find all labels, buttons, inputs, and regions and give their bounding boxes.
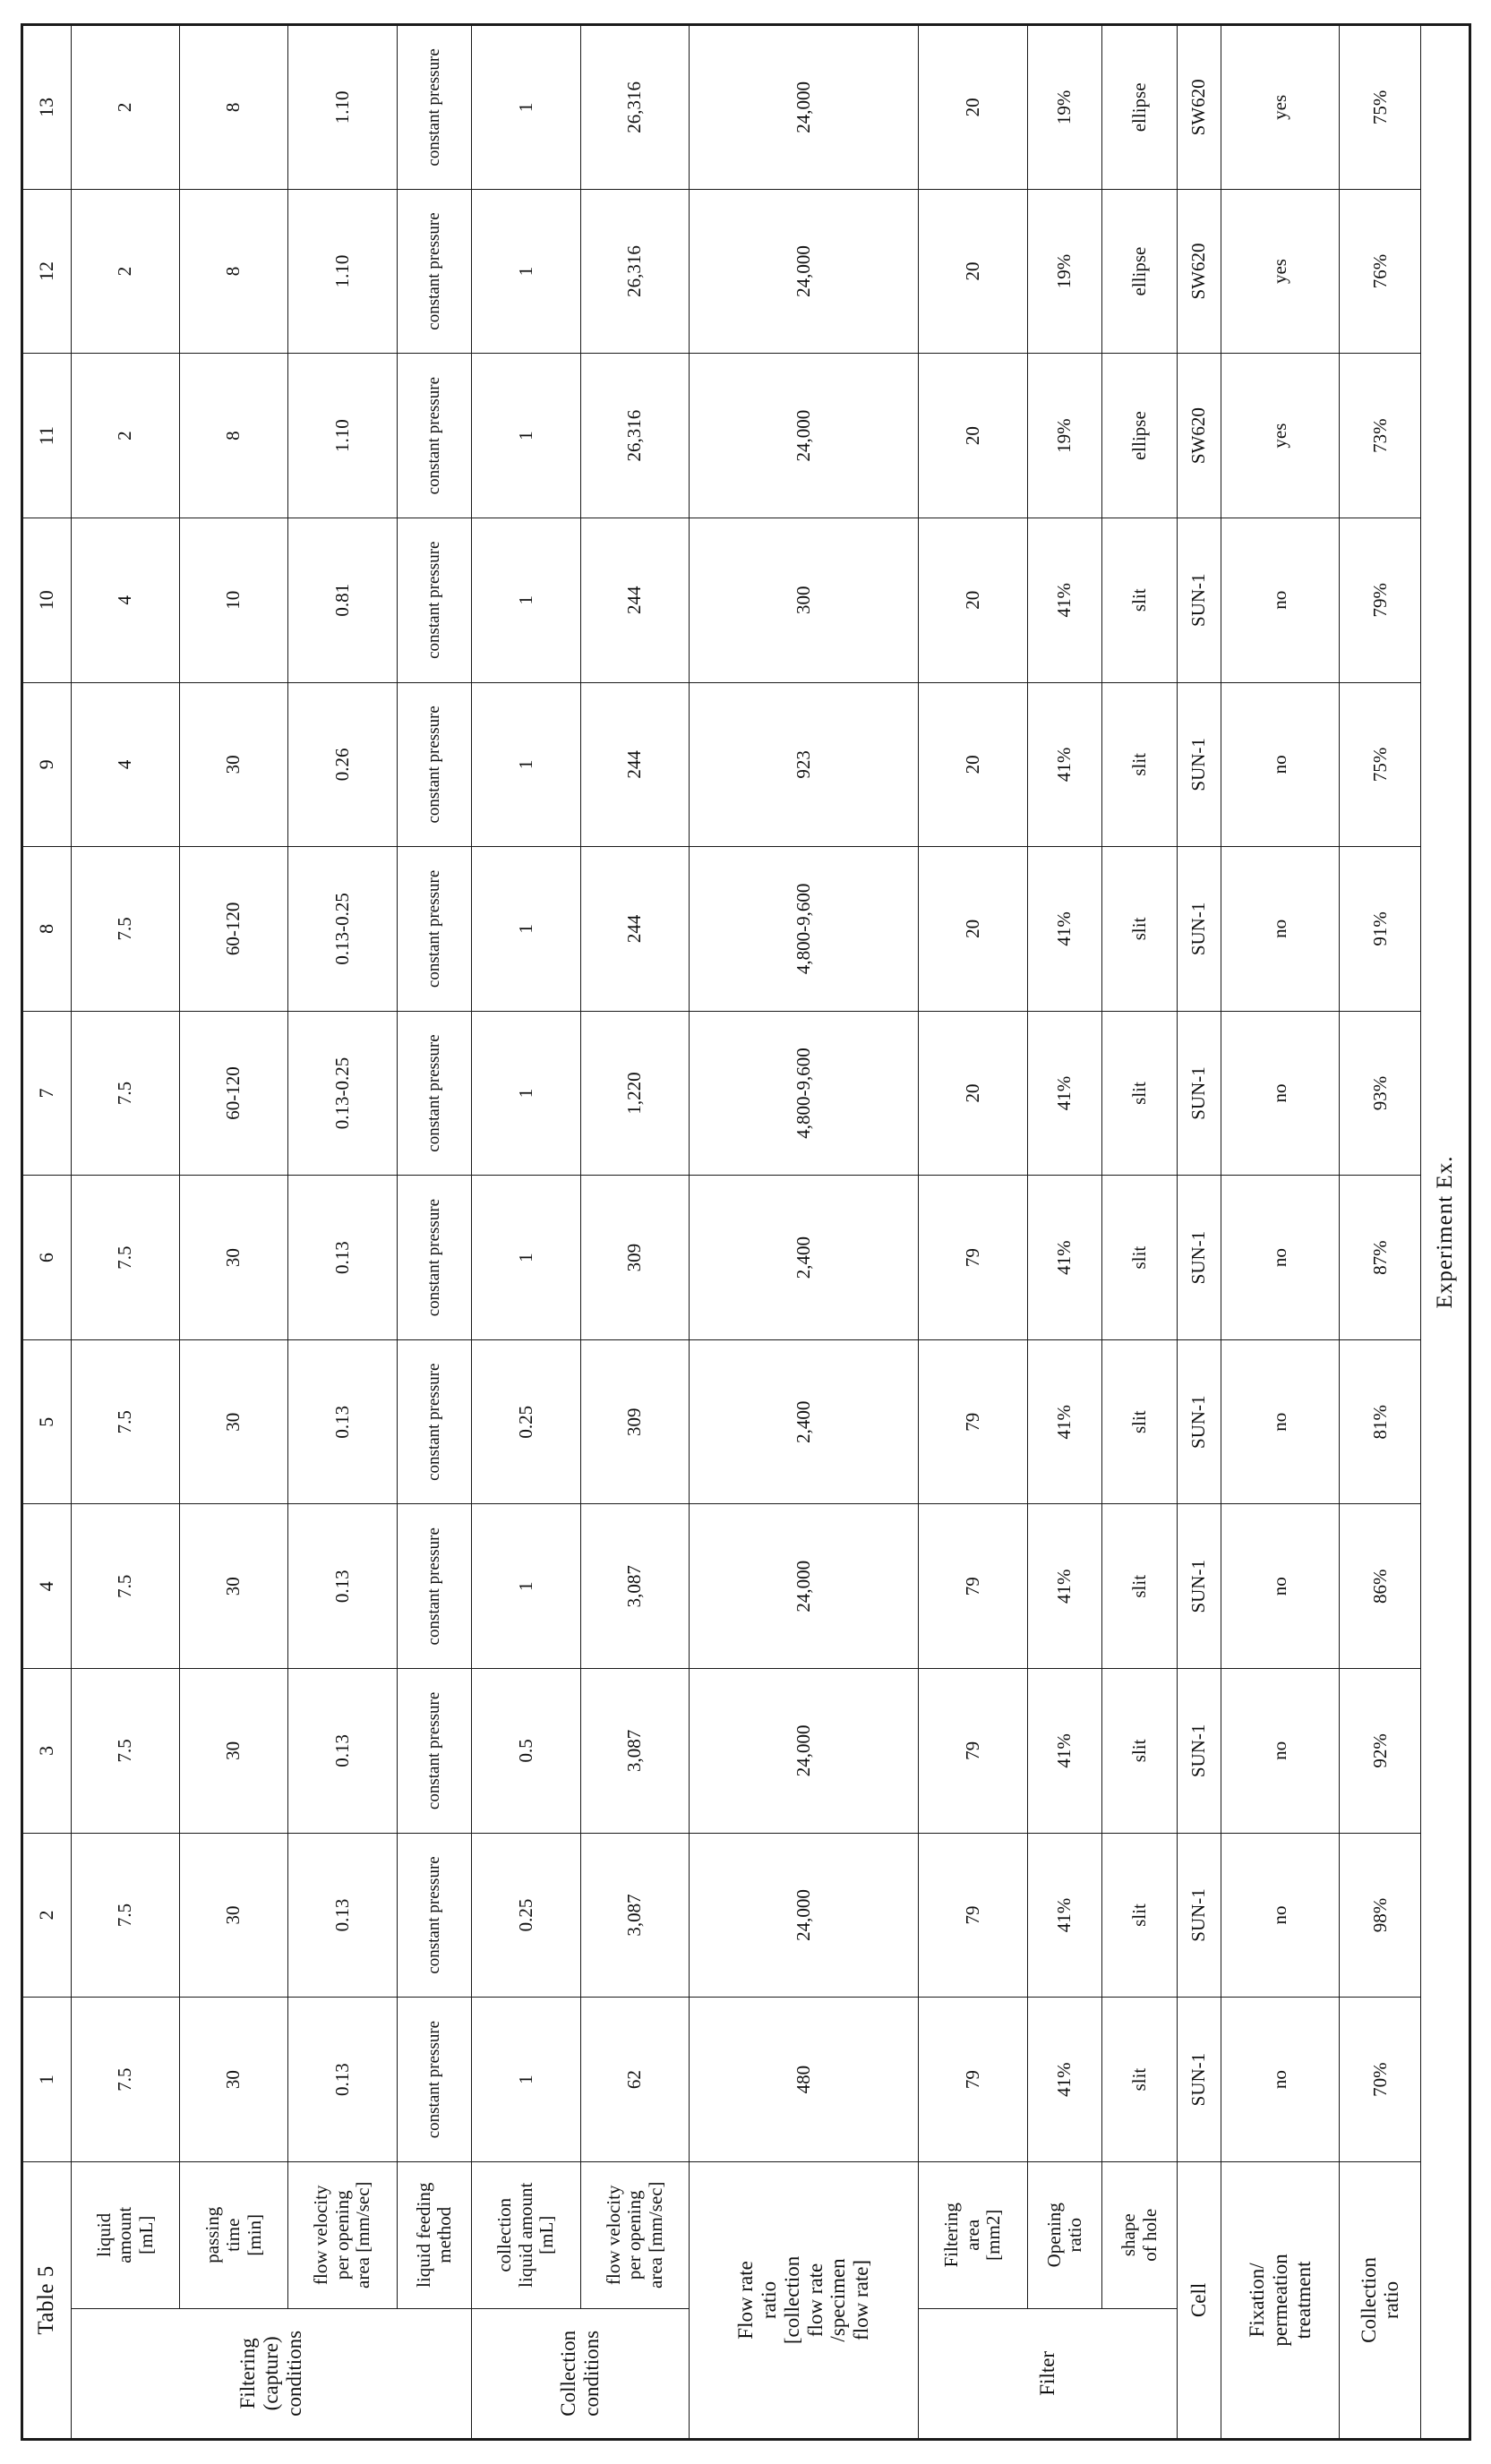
cell-fixation_permeation_treatment-row-13: yes [1221, 25, 1339, 190]
cell-cell-row-10: SUN-1 [1177, 518, 1221, 682]
cell-collection_liquid_amount-row-11: 1 [471, 354, 579, 518]
cell-flow_rate_ratio-row-7: 4,800-9,600 [689, 1011, 918, 1176]
cell-filtering_flow_velocity-row-6: 0.13 [287, 1176, 396, 1340]
cell-fixation_permeation_treatment-row-9: no [1221, 682, 1339, 847]
cell-filtering_flow_velocity-row-1: 0.13 [287, 1998, 396, 2162]
cell-opening_ratio-row-3: 41% [1027, 1669, 1102, 1834]
cell-collection_ratio-row-8: 91% [1339, 847, 1420, 1012]
cell-fixation_permeation_treatment-row-6: no [1221, 1176, 1339, 1340]
cell-passing_time-row-3: 30 [179, 1669, 287, 1834]
table-row [918, 25, 1026, 2440]
cell-flow_rate_ratio-row-9: 923 [689, 682, 918, 847]
cell-cell-row-7: SUN-1 [1177, 1011, 1221, 1176]
cell-liquid_amount-row-4: 7.5 [71, 1504, 179, 1669]
cell-collection_flow_velocity-row-5: 309 [580, 1339, 689, 1504]
cell-collection_liquid_amount-row-10: 1 [471, 518, 579, 682]
cell-opening_ratio-row-6: 41% [1027, 1176, 1102, 1340]
group-header-fix: Fixation/ permeation treatment [1221, 2161, 1339, 2439]
cell-filtering_area-row-7: 20 [918, 1011, 1026, 1176]
cell-filtering_flow_velocity-row-9: 0.26 [287, 682, 396, 847]
column-header-collection_liquid_amount: collection liquid amount [mL] [471, 2161, 579, 2308]
cell-opening_ratio-row-7: 41% [1027, 1011, 1102, 1176]
cell-shape_of_hole-row-4: slit [1101, 1504, 1177, 1669]
cell-collection_ratio-row-9: 75% [1339, 682, 1420, 847]
cell-flow_rate_ratio-row-11: 24,000 [689, 354, 918, 518]
cell-filtering_flow_velocity-row-11: 1.10 [287, 354, 396, 518]
cell-no-row-7: 7 [21, 1011, 71, 1176]
cell-filtering_area-row-2: 79 [918, 1833, 1026, 1998]
cell-flow_rate_ratio-row-12: 24,000 [689, 189, 918, 354]
cell-cell-row-5: SUN-1 [1177, 1339, 1221, 1504]
cell-liquid_amount-row-12: 2 [71, 189, 179, 354]
cell-liquid_feeding_method-row-4: constant pressure [397, 1504, 472, 1669]
cell-cell-row-1: SUN-1 [1177, 1998, 1221, 2162]
cell-liquid_feeding_method-row-9: constant pressure [397, 682, 472, 847]
cell-collection_flow_velocity-row-3: 3,087 [580, 1669, 689, 1834]
column-header-filtering_area: Filtering area [mm2] [918, 2161, 1026, 2308]
cell-no-row-1: 1 [21, 1998, 71, 2162]
cell-shape_of_hole-row-2: slit [1101, 1833, 1177, 1998]
cell-passing_time-row-2: 30 [179, 1833, 287, 1998]
column-header-shape_of_hole: shape of hole [1101, 2161, 1177, 2308]
cell-filtering_flow_velocity-row-13: 1.10 [287, 25, 396, 190]
cell-collection_liquid_amount-row-3: 0.5 [471, 1669, 579, 1834]
cell-collection_ratio-row-7: 93% [1339, 1011, 1420, 1176]
cell-filtering_area-row-8: 20 [918, 847, 1026, 1012]
cell-liquid_feeding_method-row-2: constant pressure [397, 1833, 472, 1998]
cell-filtering_area-row-6: 79 [918, 1176, 1026, 1340]
cell-liquid_feeding_method-row-7: constant pressure [397, 1011, 472, 1176]
cell-liquid_amount-row-5: 7.5 [71, 1339, 179, 1504]
cell-opening_ratio-row-10: 41% [1027, 518, 1102, 682]
cell-collection_ratio-row-1: 70% [1339, 1998, 1420, 2162]
cell-collection_ratio-row-4: 86% [1339, 1504, 1420, 1669]
group-header-flowratio: Flow rate ratio [collection flow rate /specimen flow rate] [689, 2161, 918, 2439]
cell-opening_ratio-row-13: 19% [1027, 25, 1102, 190]
cell-liquid_feeding_method-row-6: constant pressure [397, 1176, 472, 1340]
cell-fixation_permeation_treatment-row-11: yes [1221, 354, 1339, 518]
group-header-filter: Filter [918, 2308, 1177, 2439]
cell-liquid_amount-row-1: 7.5 [71, 1998, 179, 2162]
table-row [21, 25, 71, 2440]
cell-collection_liquid_amount-row-1: 1 [471, 1998, 579, 2162]
cell-liquid_amount-row-13: 2 [71, 25, 179, 190]
cell-cell-row-9: SUN-1 [1177, 682, 1221, 847]
cell-collection_flow_velocity-row-1: 62 [580, 1998, 689, 2162]
cell-filtering_area-row-10: 20 [918, 518, 1026, 682]
cell-cell-row-11: SW620 [1177, 354, 1221, 518]
cell-shape_of_hole-row-8: slit [1101, 847, 1177, 1012]
column-header-collection_flow_velocity: flow velocity per opening area [mm/sec] [580, 2161, 689, 2308]
table-row [471, 25, 579, 2440]
cell-fixation_permeation_treatment-row-7: no [1221, 1011, 1339, 1176]
cell-liquid_amount-row-6: 7.5 [71, 1176, 179, 1340]
cell-filtering_area-row-12: 20 [918, 189, 1026, 354]
cell-no-row-12: 12 [21, 189, 71, 354]
cell-collection_ratio-row-3: 92% [1339, 1669, 1420, 1834]
cell-shape_of_hole-row-6: slit [1101, 1176, 1177, 1340]
cell-collection_flow_velocity-row-10: 244 [580, 518, 689, 682]
table-row [1177, 25, 1221, 2440]
cell-passing_time-row-7: 60-120 [179, 1011, 287, 1176]
cell-collection_liquid_amount-row-8: 1 [471, 847, 579, 1012]
cell-collection_ratio-row-5: 81% [1339, 1339, 1420, 1504]
cell-filtering_area-row-9: 20 [918, 682, 1026, 847]
cell-filtering_area-row-4: 79 [918, 1504, 1026, 1669]
table-body [21, 25, 1470, 2440]
table-row [1221, 25, 1339, 2440]
table-row [287, 25, 396, 2440]
cell-liquid_amount-row-7: 7.5 [71, 1011, 179, 1176]
cell-fixation_permeation_treatment-row-4: no [1221, 1504, 1339, 1669]
cell-shape_of_hole-row-3: slit [1101, 1669, 1177, 1834]
cell-liquid_feeding_method-row-12: constant pressure [397, 189, 472, 354]
cell-opening_ratio-row-9: 41% [1027, 682, 1102, 847]
cell-cell-row-8: SUN-1 [1177, 847, 1221, 1012]
cell-flow_rate_ratio-row-4: 24,000 [689, 1504, 918, 1669]
cell-no-row-4: 4 [21, 1504, 71, 1669]
cell-fixation_permeation_treatment-row-10: no [1221, 518, 1339, 682]
cell-collection_flow_velocity-row-6: 309 [580, 1176, 689, 1340]
cell-shape_of_hole-row-13: ellipse [1101, 25, 1177, 190]
cell-no-row-10: 10 [21, 518, 71, 682]
cell-shape_of_hole-row-7: slit [1101, 1011, 1177, 1176]
cell-shape_of_hole-row-1: slit [1101, 1998, 1177, 2162]
cell-passing_time-row-5: 30 [179, 1339, 287, 1504]
cell-cell-row-12: SW620 [1177, 189, 1221, 354]
cell-filtering_flow_velocity-row-12: 1.10 [287, 189, 396, 354]
cell-opening_ratio-row-8: 41% [1027, 847, 1102, 1012]
cell-no-row-9: 9 [21, 682, 71, 847]
cell-opening_ratio-row-5: 41% [1027, 1339, 1102, 1504]
cell-filtering_flow_velocity-row-8: 0.13-0.25 [287, 847, 396, 1012]
cell-collection_ratio-row-10: 79% [1339, 518, 1420, 682]
cell-liquid_amount-row-3: 7.5 [71, 1669, 179, 1834]
rotated-table-wrapper [21, 23, 1471, 2441]
table-row [71, 25, 179, 2440]
cell-flow_rate_ratio-row-1: 480 [689, 1998, 918, 2162]
cell-shape_of_hole-row-12: ellipse [1101, 189, 1177, 354]
cell-filtering_area-row-11: 20 [918, 354, 1026, 518]
cell-passing_time-row-6: 30 [179, 1176, 287, 1340]
cell-collection_flow_velocity-row-2: 3,087 [580, 1833, 689, 1998]
cell-filtering_flow_velocity-row-10: 0.81 [287, 518, 396, 682]
cell-filtering_flow_velocity-row-7: 0.13-0.25 [287, 1011, 396, 1176]
cell-no-row-3: 3 [21, 1669, 71, 1834]
cell-opening_ratio-row-4: 41% [1027, 1504, 1102, 1669]
cell-liquid_amount-row-11: 2 [71, 354, 179, 518]
cell-collection_flow_velocity-row-11: 26,316 [580, 354, 689, 518]
cell-cell-row-3: SUN-1 [1177, 1669, 1221, 1834]
experiment-group-label: Experiment Ex. [1420, 25, 1470, 2440]
cell-passing_time-row-1: 30 [179, 1998, 287, 2162]
cell-liquid_feeding_method-row-13: constant pressure [397, 25, 472, 190]
column-header-liquid_amount: liquid amount [mL] [71, 2161, 179, 2308]
cell-collection_flow_velocity-row-8: 244 [580, 847, 689, 1012]
page-title: Table 5 [21, 2161, 71, 2439]
cell-cell-row-2: SUN-1 [1177, 1833, 1221, 1998]
cell-no-row-6: 6 [21, 1176, 71, 1340]
cell-shape_of_hole-row-9: slit [1101, 682, 1177, 847]
cell-liquid_feeding_method-row-1: constant pressure [397, 1998, 472, 2162]
cell-cell-row-4: SUN-1 [1177, 1504, 1221, 1669]
cell-filtering_flow_velocity-row-4: 0.13 [287, 1504, 396, 1669]
table-row [179, 25, 287, 2440]
cell-flow_rate_ratio-row-2: 24,000 [689, 1833, 918, 1998]
cell-passing_time-row-12: 8 [179, 189, 287, 354]
cell-liquid_amount-row-10: 4 [71, 518, 179, 682]
cell-no-row-5: 5 [21, 1339, 71, 1504]
cell-shape_of_hole-row-5: slit [1101, 1339, 1177, 1504]
cell-collection_ratio-row-12: 76% [1339, 189, 1420, 354]
group-header-collection: Collection conditions [471, 2308, 689, 2439]
cell-no-row-13: 13 [21, 25, 71, 190]
cell-fixation_permeation_treatment-row-5: no [1221, 1339, 1339, 1504]
cell-liquid_amount-row-9: 4 [71, 682, 179, 847]
cell-collection_flow_velocity-row-13: 26,316 [580, 25, 689, 190]
cell-passing_time-row-10: 10 [179, 518, 287, 682]
column-header-liquid_feeding_method: liquid feeding method [397, 2161, 472, 2308]
cell-filtering_area-row-3: 79 [918, 1669, 1026, 1834]
cell-passing_time-row-9: 30 [179, 682, 287, 847]
cell-flow_rate_ratio-row-13: 24,000 [689, 25, 918, 190]
experiment-results-table [21, 23, 1471, 2441]
cell-collection_flow_velocity-row-7: 1,220 [580, 1011, 689, 1176]
cell-collection_liquid_amount-row-13: 1 [471, 25, 579, 190]
column-header-filtering_flow_velocity: flow velocity per opening area [mm/sec] [287, 2161, 396, 2308]
cell-collection_liquid_amount-row-4: 1 [471, 1504, 579, 1669]
cell-liquid_amount-row-2: 7.5 [71, 1833, 179, 1998]
cell-collection_ratio-row-11: 73% [1339, 354, 1420, 518]
cell-passing_time-row-4: 30 [179, 1504, 287, 1669]
cell-fixation_permeation_treatment-row-8: no [1221, 847, 1339, 1012]
cell-filtering_flow_velocity-row-3: 0.13 [287, 1669, 396, 1834]
cell-collection_flow_velocity-row-4: 3,087 [580, 1504, 689, 1669]
cell-fixation_permeation_treatment-row-2: no [1221, 1833, 1339, 1998]
cell-opening_ratio-row-2: 41% [1027, 1833, 1102, 1998]
cell-collection_ratio-row-2: 98% [1339, 1833, 1420, 1998]
group-header-cell: Cell [1177, 2161, 1221, 2439]
table-row [1027, 25, 1102, 2440]
table-row [1339, 25, 1420, 2440]
cell-flow_rate_ratio-row-5: 2,400 [689, 1339, 918, 1504]
table-row [1101, 25, 1177, 2440]
cell-filtering_area-row-5: 79 [918, 1339, 1026, 1504]
cell-passing_time-row-8: 60-120 [179, 847, 287, 1012]
cell-passing_time-row-13: 8 [179, 25, 287, 190]
cell-fixation_permeation_treatment-row-3: no [1221, 1669, 1339, 1834]
cell-fixation_permeation_treatment-row-1: no [1221, 1998, 1339, 2162]
column-header-passing_time: passing time [min] [179, 2161, 287, 2308]
cell-liquid_amount-row-8: 7.5 [71, 847, 179, 1012]
cell-passing_time-row-11: 8 [179, 354, 287, 518]
cell-flow_rate_ratio-row-3: 24,000 [689, 1669, 918, 1834]
cell-collection_flow_velocity-row-9: 244 [580, 682, 689, 847]
cell-no-row-8: 8 [21, 847, 71, 1012]
group-header-collratio: Collection ratio [1339, 2161, 1420, 2439]
cell-liquid_feeding_method-row-11: constant pressure [397, 354, 472, 518]
cell-filtering_flow_velocity-row-2: 0.13 [287, 1833, 396, 1998]
cell-opening_ratio-row-12: 19% [1027, 189, 1102, 354]
cell-collection_liquid_amount-row-12: 1 [471, 189, 579, 354]
table-row [580, 25, 689, 2440]
cell-collection_ratio-row-13: 75% [1339, 25, 1420, 190]
cell-shape_of_hole-row-11: ellipse [1101, 354, 1177, 518]
group-header-filtering: Filtering (capture) conditions [71, 2308, 472, 2439]
column-header-opening_ratio: Opening ratio [1027, 2161, 1102, 2308]
cell-no-row-2: 2 [21, 1833, 71, 1998]
cell-collection_liquid_amount-row-7: 1 [471, 1011, 579, 1176]
cell-filtering_area-row-13: 20 [918, 25, 1026, 190]
cell-liquid_feeding_method-row-10: constant pressure [397, 518, 472, 682]
cell-shape_of_hole-row-10: slit [1101, 518, 1177, 682]
cell-collection_flow_velocity-row-12: 26,316 [580, 189, 689, 354]
cell-filtering_area-row-1: 79 [918, 1998, 1026, 2162]
cell-collection_liquid_amount-row-2: 0.25 [471, 1833, 579, 1998]
cell-cell-row-6: SUN-1 [1177, 1176, 1221, 1340]
table-row [397, 25, 472, 2440]
cell-filtering_flow_velocity-row-5: 0.13 [287, 1339, 396, 1504]
cell-cell-row-13: SW620 [1177, 25, 1221, 190]
cell-fixation_permeation_treatment-row-12: yes [1221, 189, 1339, 354]
cell-collection_liquid_amount-row-5: 0.25 [471, 1339, 579, 1504]
experiment-label-row [1420, 25, 1470, 2440]
cell-collection_ratio-row-6: 87% [1339, 1176, 1420, 1340]
cell-flow_rate_ratio-row-8: 4,800-9,600 [689, 847, 918, 1012]
cell-liquid_feeding_method-row-3: constant pressure [397, 1669, 472, 1834]
table-row [689, 25, 918, 2440]
cell-collection_liquid_amount-row-9: 1 [471, 682, 579, 847]
cell-no-row-11: 11 [21, 354, 71, 518]
cell-opening_ratio-row-11: 19% [1027, 354, 1102, 518]
cell-flow_rate_ratio-row-6: 2,400 [689, 1176, 918, 1340]
cell-flow_rate_ratio-row-10: 300 [689, 518, 918, 682]
cell-liquid_feeding_method-row-8: constant pressure [397, 847, 472, 1012]
cell-collection_liquid_amount-row-6: 1 [471, 1176, 579, 1340]
cell-liquid_feeding_method-row-5: constant pressure [397, 1339, 472, 1504]
cell-opening_ratio-row-1: 41% [1027, 1998, 1102, 2162]
